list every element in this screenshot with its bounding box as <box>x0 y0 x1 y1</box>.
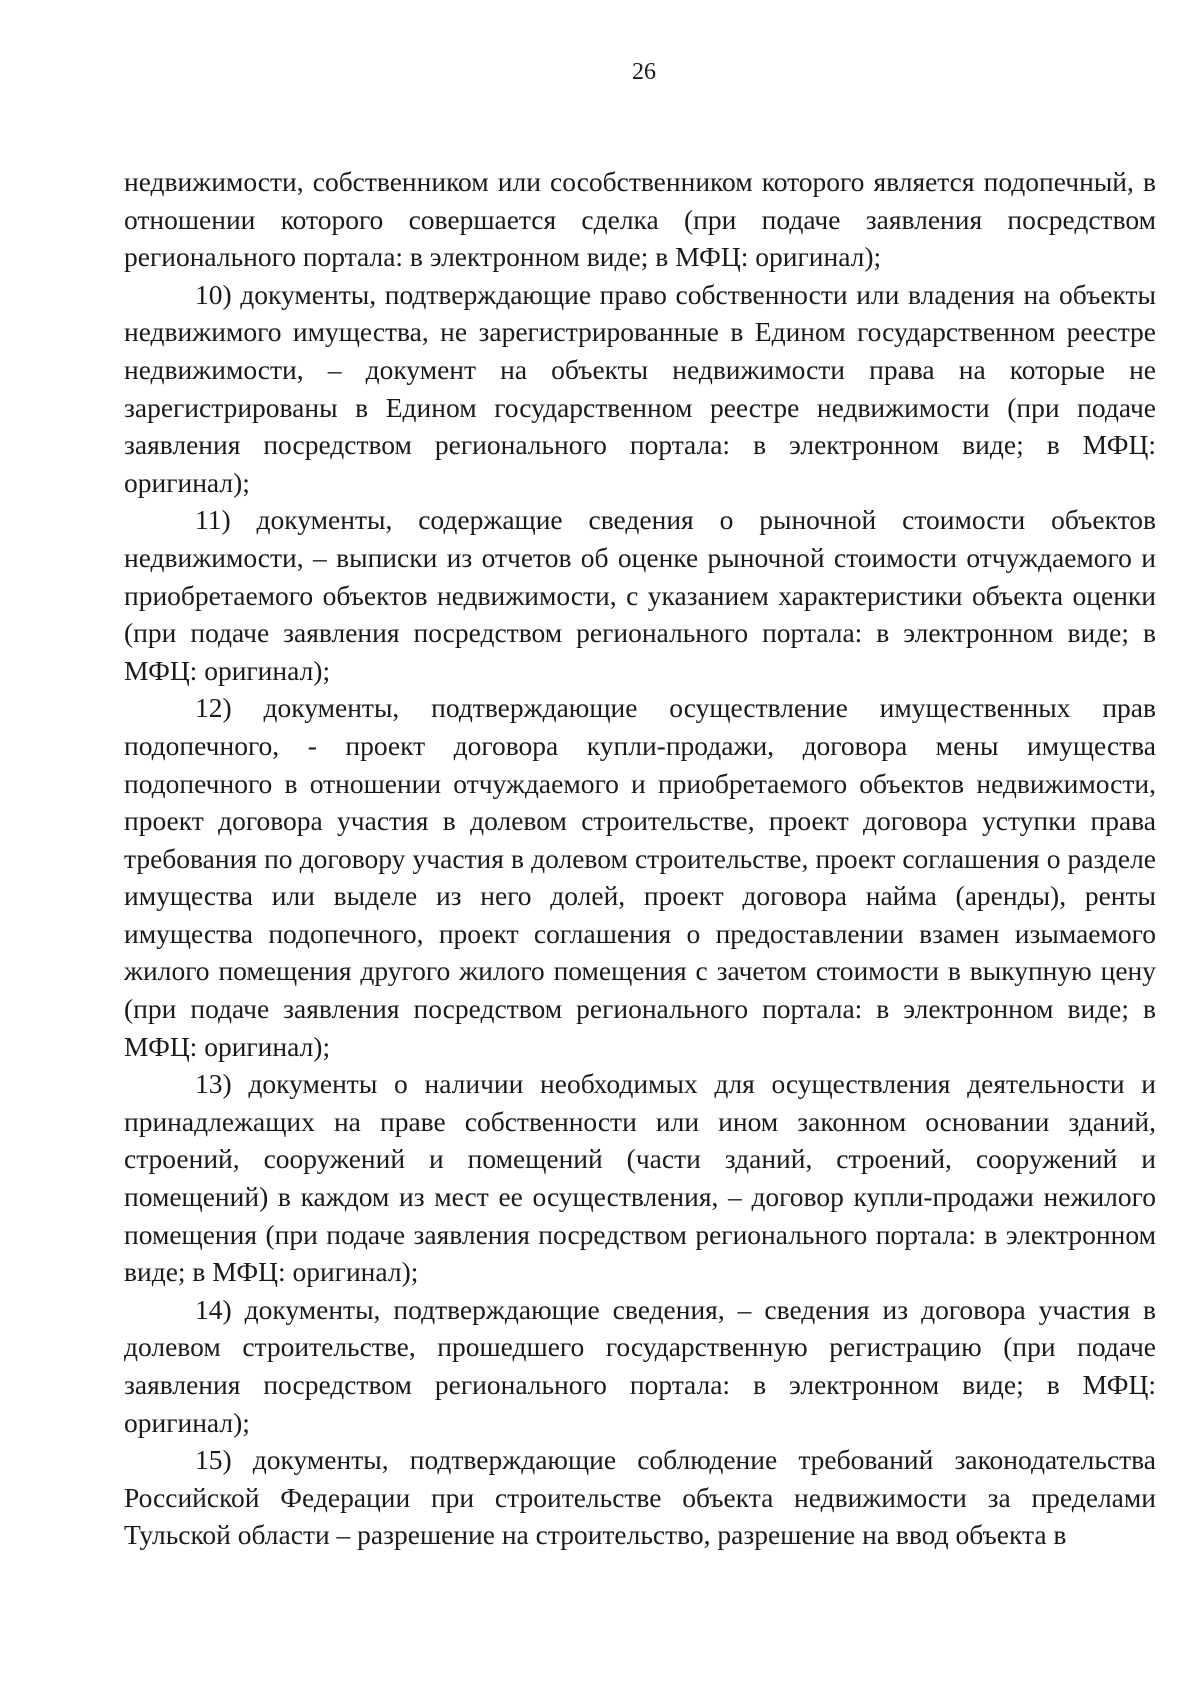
paragraph-item-11: 11) документы, содержащие сведения о рыночной стоимости объектов недвижимости, – выписки из отчетов об оценке рыночной стоимости отчуждаемого и приобретаемого объектов недвижимости, с указанием характеристики объекта оценки (при подаче заявления посредством регионального портала: в электронном виде; в МФЦ: оригинал); <box>124 504 1156 686</box>
paragraph-item-12: 12) документы, подтверждающие осуществление имущественных прав подопечного, - проект договора купли-продажи, договора мены имущества подопечного в отношении отчуждаемого и приобретаемого объектов недвижимости, проект договора участия в долевом строительстве, проект договора уступки права требования по договору участия в долевом строительстве, проект соглашения о разделе имущества или выделе из него долей, проект договора найма (аренды), ренты имущества подопечного, проект соглашения о предоставлении взамен изымаемого жилого помещения другого жилого помещения с зачетом стоимости в выкупную цену (при подаче заявления посредством регионального портала: в электронном виде; в МФЦ: оригинал); <box>124 692 1156 1062</box>
paragraph-item-15: 15) документы, подтверждающие соблюдение требований законодательства Российской Федерации при строительстве объекта недвижимости за пределами Тульской области – разрешение на строительство, разрешение на ввод объекта в <box>124 1444 1156 1551</box>
page-number: 26 <box>632 59 656 85</box>
document-body <box>124 163 1156 1554</box>
paragraph-continuation: недвижимости, собственником или сособственником которого является подопечный, в отношении которого совершается сделка (при подаче заявления посредством регионального портала: в электронном виде; в МФЦ: оригинал); <box>124 166 1156 273</box>
paragraph-item-13: 13) документы о наличии необходимых для осуществления деятельности и принадлежащих на праве собственности или ином законном основании зданий, строений, сооружений и помещений (части зданий, строений, сооружений и помещений) в каждом из мест ее осуществления, – договор купли-продажи нежилого помещения (при подаче заявления посредством регионального портала: в электронном виде; в МФЦ: оригинал); <box>124 1068 1156 1288</box>
paragraph-item-10: 10) документы, подтверждающие право собственности или владения на объекты недвижимого имущества, не зарегистрированные в Едином государственном реестре недвижимости, – документ на объекты недвижимости права на которые не зарегистрированы в Едином государственном реестре недвижимости (при подаче заявления посредством регионального портала: в электронном виде; в МФЦ: оригинал); <box>124 278 1156 498</box>
paragraph-item-14: 14) документы, подтверждающие сведения, – сведения из договора участия в долевом строительстве, прошедшего государственную регистрацию (при подаче заявления посредством регионального портала: в электронном виде; в МФЦ: оригинал); <box>124 1293 1156 1438</box>
